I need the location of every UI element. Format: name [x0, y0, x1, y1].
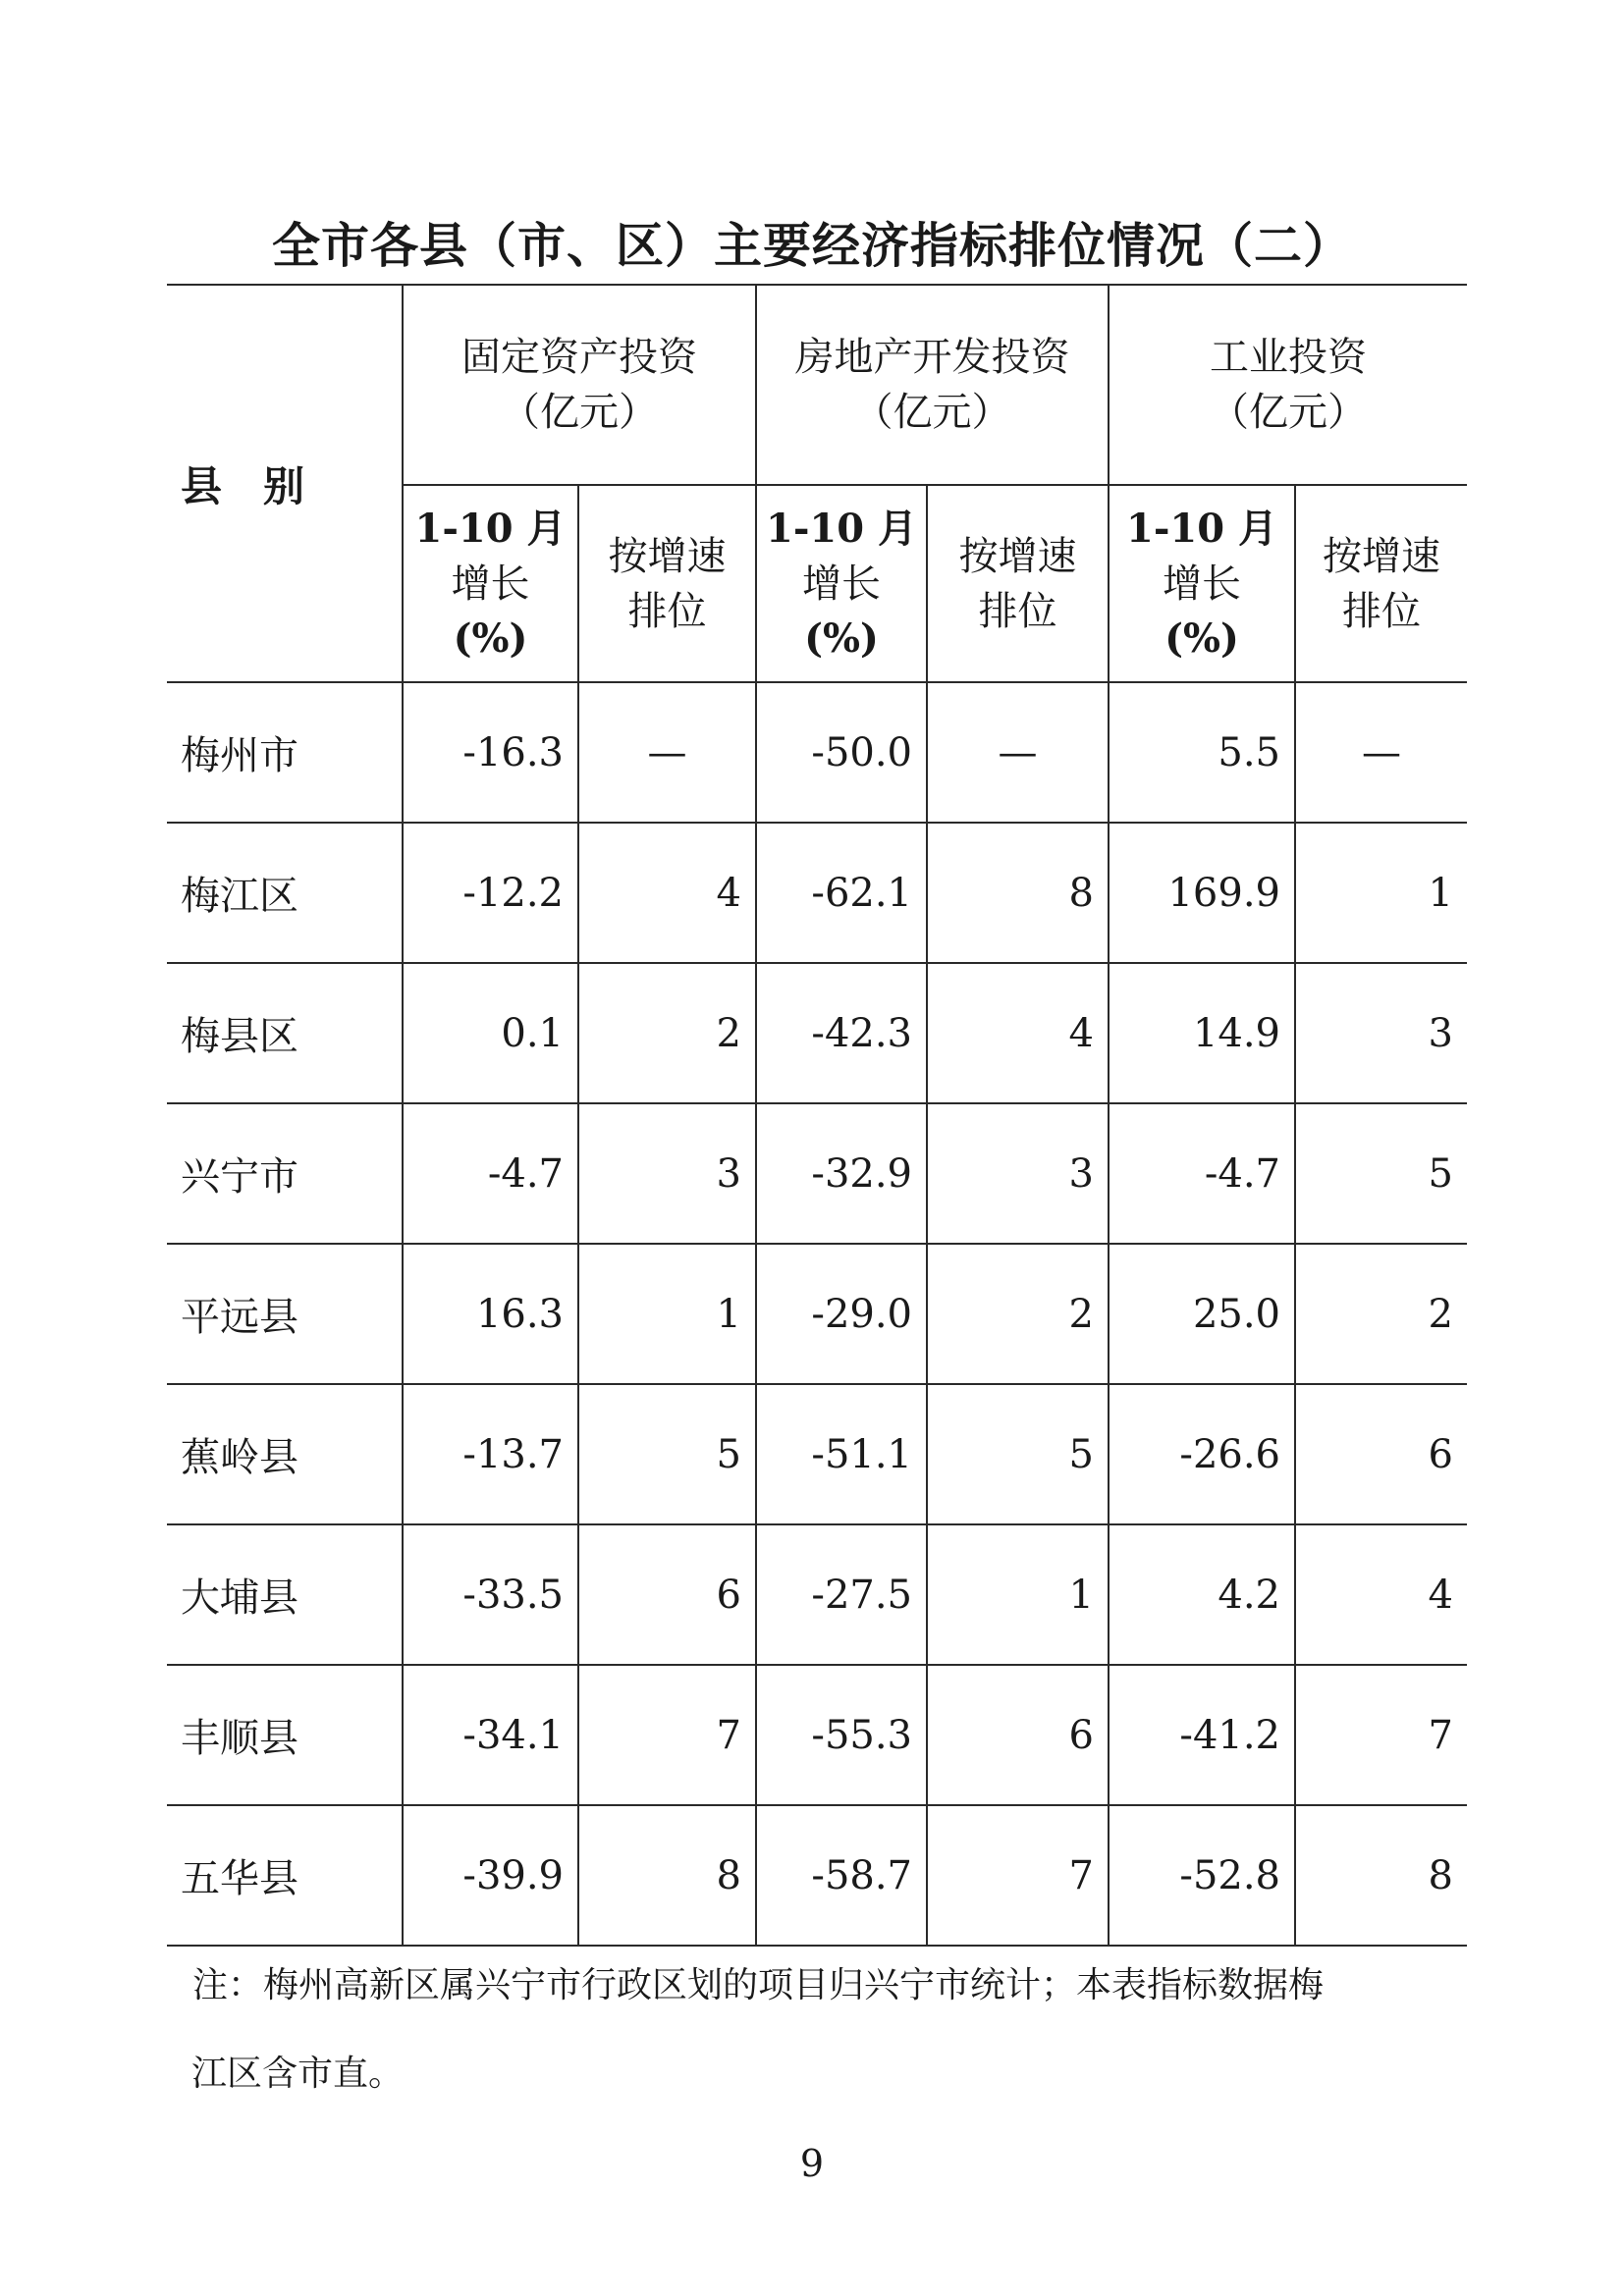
growth-header-line: 增长	[802, 561, 881, 607]
group-header-fixed-asset	[403, 285, 756, 485]
growth-value: -33.5	[403, 1524, 578, 1665]
growth-header-line: (%)	[1164, 614, 1239, 662]
group-name: 工业投资	[1210, 335, 1367, 380]
rank-value: 8	[1295, 1805, 1467, 1946]
rank-value: —	[578, 682, 756, 823]
rank-value: 5	[927, 1384, 1109, 1524]
footnote-line: 江区含市直。	[191, 2054, 405, 2094]
growth-header	[1109, 485, 1295, 682]
indicator-table	[167, 284, 1467, 1947]
rank-value: 3	[927, 1103, 1109, 1244]
rank-value: 6	[1295, 1384, 1467, 1524]
growth-value: 25.0	[1109, 1244, 1295, 1384]
rank-value: 7	[1295, 1665, 1467, 1805]
page-title: 全市各县（市、区）主要经济指标排位情况（二）	[271, 218, 1352, 274]
rank-value: 1	[1295, 823, 1467, 963]
rank-value: 2	[1295, 1244, 1467, 1384]
county-name: 五华县	[167, 1805, 403, 1946]
growth-value: 16.3	[403, 1244, 578, 1384]
rank-value: 7	[927, 1805, 1109, 1946]
county-name: 蕉岭县	[167, 1384, 403, 1524]
rank-value: 5	[578, 1384, 756, 1524]
growth-value: -13.7	[403, 1384, 578, 1524]
rank-header-line: 排位	[978, 588, 1057, 634]
group-name: 房地产开发投资	[794, 335, 1070, 380]
growth-value: 5.5	[1109, 682, 1295, 823]
growth-value: 4.2	[1109, 1524, 1295, 1665]
growth-value: -50.0	[756, 682, 927, 823]
rank-value: 3	[578, 1103, 756, 1244]
growth-value: 169.9	[1109, 823, 1295, 963]
rank-header-line: 按增速	[958, 533, 1077, 579]
rank-value: 7	[578, 1665, 756, 1805]
growth-value: -32.9	[756, 1103, 927, 1244]
growth-value: -58.7	[756, 1805, 927, 1946]
table-row	[167, 682, 1467, 823]
rank-value: 6	[578, 1524, 756, 1665]
table-row	[167, 823, 1467, 963]
rank-header-line: 排位	[1342, 588, 1421, 634]
growth-value: 0.1	[403, 963, 578, 1103]
rank-header	[927, 485, 1109, 682]
growth-value: -52.8	[1109, 1805, 1295, 1946]
county-name: 兴宁市	[167, 1103, 403, 1244]
growth-header-line: 增长	[451, 561, 530, 607]
rank-value: —	[1295, 682, 1467, 823]
rank-value: 4	[578, 823, 756, 963]
growth-value: -39.9	[403, 1805, 578, 1946]
page-number: 9	[799, 2142, 825, 2185]
rank-header	[578, 485, 756, 682]
growth-value: -62.1	[756, 823, 927, 963]
rank-value: 4	[927, 963, 1109, 1103]
footnote	[192, 1942, 1469, 2118]
rank-value: 1	[927, 1524, 1109, 1665]
rank-value: 2	[578, 963, 756, 1103]
rank-value: 8	[927, 823, 1109, 963]
table-row	[167, 1103, 1467, 1244]
growth-value: -27.5	[756, 1524, 927, 1665]
growth-value: -26.6	[1109, 1384, 1295, 1524]
rank-value: —	[927, 682, 1109, 823]
growth-header-line: (%)	[804, 614, 879, 662]
rank-value: 8	[578, 1805, 756, 1946]
county-header: 县 别	[167, 285, 403, 682]
rank-header	[1295, 485, 1467, 682]
table-row	[167, 1384, 1467, 1524]
rank-value: 4	[1295, 1524, 1467, 1665]
rank-header-line: 按增速	[1323, 533, 1440, 579]
table-row	[167, 1244, 1467, 1384]
group-unit: （亿元）	[853, 390, 1011, 435]
growth-header	[403, 485, 578, 682]
growth-value: -4.7	[1109, 1103, 1295, 1244]
rank-value: 2	[927, 1244, 1109, 1384]
growth-value: -55.3	[756, 1665, 927, 1805]
rank-value: 6	[927, 1665, 1109, 1805]
growth-value: -16.3	[403, 682, 578, 823]
group-name: 固定资产投资	[461, 335, 697, 380]
growth-value: -29.0	[756, 1244, 927, 1384]
growth-header-line: 1-10 月	[414, 505, 567, 552]
growth-header-line: 1-10 月	[765, 505, 918, 552]
table-row	[167, 1665, 1467, 1805]
table-row	[167, 1524, 1467, 1665]
county-name: 平远县	[167, 1244, 403, 1384]
growth-value: -4.7	[403, 1103, 578, 1244]
growth-value: -12.2	[403, 823, 578, 963]
growth-value: -34.1	[403, 1665, 578, 1805]
footnote-line: 注：梅州高新区属兴宁市行政区划的项目归兴宁市统计；本表指标数据梅	[192, 1965, 1325, 2005]
county-name: 丰顺县	[167, 1665, 403, 1805]
growth-value: 14.9	[1109, 963, 1295, 1103]
group-unit: （亿元）	[501, 390, 658, 435]
rank-value: 5	[1295, 1103, 1467, 1244]
rank-value: 3	[1295, 963, 1467, 1103]
table-row	[167, 1805, 1467, 1946]
growth-header-line: (%)	[453, 614, 528, 662]
county-name: 梅州市	[167, 682, 403, 823]
group-unit: （亿元）	[1210, 390, 1367, 435]
rank-value: 1	[578, 1244, 756, 1384]
county-name: 梅江区	[167, 823, 403, 963]
rank-header-line: 排位	[627, 588, 707, 634]
growth-header-line: 增长	[1163, 561, 1241, 607]
county-name: 梅县区	[167, 963, 403, 1103]
county-name: 大埔县	[167, 1524, 403, 1665]
growth-header	[756, 485, 927, 682]
growth-value: -42.3	[756, 963, 927, 1103]
growth-header-line: 1-10 月	[1125, 505, 1278, 552]
growth-value: -41.2	[1109, 1665, 1295, 1805]
table-row	[167, 963, 1467, 1103]
rank-header-line: 按增速	[608, 533, 727, 579]
group-header-industrial	[1109, 285, 1467, 485]
group-header-real-estate	[756, 285, 1109, 485]
growth-value: -51.1	[756, 1384, 927, 1524]
